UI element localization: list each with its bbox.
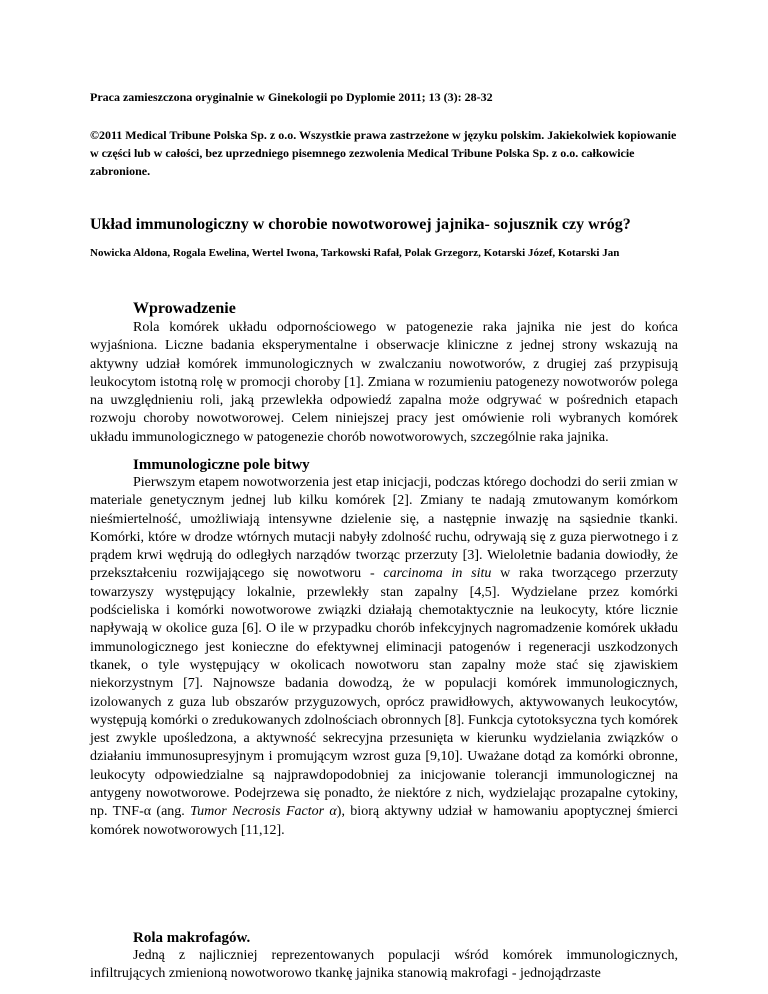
- article-title: Układ immunologiczny w chorobie nowotworowej jajnika- sojusznik czy wróg?: [90, 216, 631, 233]
- paragraph-text: w raka tworzącego przerzuty towarzyszy występujący lokalnie, przewlekły stan zapalny [4,5]. Wydzielane przez komórki podścieliska i komórki nowotworowe związki działają chemotaktycznie na leukocyty, które licznie napływają w okolice guza [6]. O ile w przypadku chorób infekcyjnych nagromadzenie komórek układu immunologicznego jest konieczne do efektywnej eliminacji patogenów i regeneracji uszkodzonych tkanek, o tyle występujący w okolicach nowotworu stan zapalny może stać się zjawiskiem niekorzystnym [7]. Najnowsze badania dowodzą, że w populacji komórek immunologicznych, izolowanych z guza lub obszarów przyguzowych, oprócz prawidłowych, aktywowanych leukocytów, występują komórki o zredukowanych zdolnościach obronnych [8]. Funkcja cytotoksyczna tych komórek jest zwykle upośledzona, a aktywność sekrecyjna przesunięta w kierunku wydzielania związków o działaniu immunosupresyjnym i promującym wzrost guza [9,10]. Uważane dotąd za komórki obronne, leukocyty odpowiedzialne są najprawdopodobniej za inicjowanie tolerancji immunologicznej na antygeny nowotworowe. Podejrzewa się ponadto, że niektóre z nich, wydzielając prozapalne cytokiny, np. TNF-α (ang.: [90, 566, 678, 820]
- section-heading-intro: [133, 300, 678, 318]
- heading-text: Wprowadzenie: [133, 300, 236, 317]
- author-list: Nowicka Aldona, Rogala Ewelina, Wertel Iwona, Tarkowski Rafał, Polak Grzegorz, Kotarski Józef, Kotarski Jan: [90, 247, 620, 259]
- copyright-notice: ©2011 Medical Tribune Polska Sp. z o.o. Wszystkie prawa zastrzeżone w języku polskim. Jakiekolwiek kopiowanie w części lub w całości, bez uprzedniego pisemnego zezwolenia Medical Tribune Polska Sp. z o.o. całkowicie zabronione.: [90, 128, 677, 178]
- section-heading-battlefield: [133, 456, 678, 474]
- latin-term: Tumor Necrosis Factor α: [190, 804, 337, 820]
- source-note: Praca zamieszczona oryginalnie w Ginekologii po Dyplomie 2011; 13 (3): 28-32: [90, 90, 493, 104]
- paragraph-intro: Rola komórek układu odpornościowego w patogenezie raka jajnika nie jest do końca wyjaśniona. Liczne badania eksperymentalne i obserwacje kliniczne z jednej strony wskazują na aktywny udział komórek immunologicznych w zwalczaniu nowotworów, z drugiej zaś przypisują leukocytom istotną rolę w promocji choroby [1]. Zmiana w rozumieniu patogenezy nowotworów polega na uwzględnieniu roli, jaką przewlekła odpowiedź zapalna może odgrywać w pośrednich etapach rozwoju choroby nowotworowej. Celem niniejszej pracy jest omówienie roli wybranych komórek układu immunologicznego w patogenezie chorób nowotworowych, szczególnie raka jajnika.: [90, 320, 678, 445]
- paragraph-text: Pierwszym etapem nowotworzenia jest etap inicjacji, podczas którego dochodzi do serii zmian w materiale genetycznym jednej lub kilku komórek [2]. Zmiany te nadają zmutowanym komórkom nieśmiertelność, umożliwiają intensywne dzielenie się, a następnie inwazję na sąsiednie tkanki. Komórki, które w drodze wtórnych mutacji nabyły zdolność ruchu, odrywają się z guza pierwotnego i z prądem krwi wędrują do odległych narządów tworząc przerzuty [3]. Wieloletnie badania dowiodły, że przekształceniu rozwijającego się nowotworu -: [90, 475, 678, 582]
- heading-text: Rola makrofagów.: [133, 930, 251, 946]
- paragraph-macrophages: Jedną z najliczniej reprezentowanych populacji wśród komórek immunologicznych, infiltrujących zmienioną nowotworowo tkankę jajnika stanowią makrofagi - jednojądrzaste: [90, 948, 678, 982]
- latin-term: carcinoma in situ: [383, 566, 492, 582]
- paragraph-battlefield: [90, 474, 678, 840]
- heading-text: Immunologiczne pole bitwy: [133, 457, 310, 473]
- paragraph-text: ), biorą aktywny udział w hamowaniu apoptycznej śmierci komórek nowotworowych [11,12].: [90, 804, 678, 838]
- section-heading-macrophages: [133, 929, 678, 947]
